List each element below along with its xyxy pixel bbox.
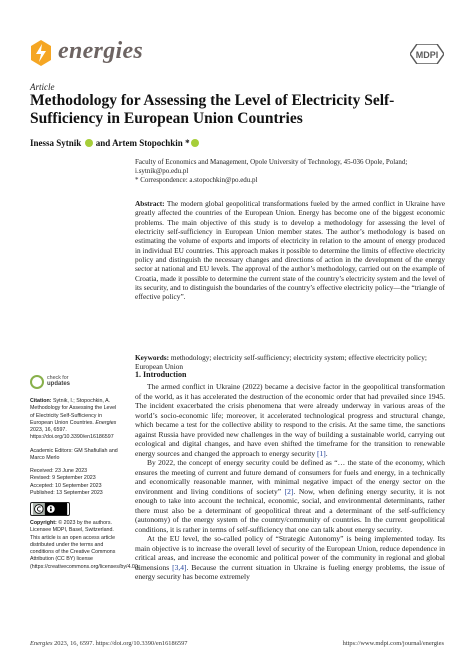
journal-name: energies: [58, 38, 144, 64]
check-line-bold: updates: [47, 381, 71, 388]
corresponding-mark: *: [185, 138, 190, 148]
journal-header: [30, 34, 444, 74]
citation-link[interactable]: [2]: [284, 486, 294, 496]
author-joiner: and: [95, 138, 111, 148]
date-accepted: Accepted: 10 September 2023: [30, 482, 102, 489]
author-email[interactable]: i.sytnik@po.edu.pl: [135, 167, 189, 175]
citation-label: Citation:: [30, 398, 52, 404]
abstract-text: The modern global geopolitical transformations fueled by the armed conflict in Ukraine have greatly affected the countries of the European Union. Energy has become one of the biggest economic problems. The main objective of this study is to develop a methodology for assessing the level of electricity self-sufficiency in European Union member states. The author’s methodology is based on estimating the volume of exports and imports of electricity in relation to the amount of energy produced in individual EU countries. This approach makes it possible to determine the limits of effective electricity policy and distinguish the necessary changes and directions of action in the development of the energy sector at national and EU levels. The approval of the author’s methodology, carried out on the example of Croatia, made it possible to determine the current state of the country’s electricity system and the level of its security, and to distinguish the boundaries of the country’s effective electricity policy—the “triangle of effective policy”.: [135, 199, 445, 302]
section-heading: 1. Introduction: [135, 370, 187, 379]
copyright-label: Copyright:: [30, 520, 57, 526]
paragraph: By 2022, the concept of energy security could be defined as “… the state of the economy, which ensures the meeting of current and future demand of consumers for fuels and energy, in a technically and economically reasonable manner, with minimal negative impact of the energy sector on the environment and living conditions of society” [2]. Now, when defining energy security, it is not enough to take into account the technical, economic, social, and environmental determinants, rather there must also be a determinant of geopolitical threat and a determinant of the self-sufficiency (autonomy) of the energy system of the country/community of countries. In the current geopolitical conditions, it is rather in terms of self-sufficiency that one can talk about energy security.: [135, 458, 446, 534]
introduction-body: [135, 382, 445, 582]
date-published: Published: 13 September 2023: [30, 489, 103, 496]
orcid-icon[interactable]: [85, 139, 93, 147]
date-received: Received: 23 June 2023: [30, 468, 88, 474]
author-list: [30, 138, 200, 148]
publisher-name: MDPI: [415, 50, 439, 60]
abstract: [135, 199, 445, 302]
keywords: [135, 353, 445, 372]
article-type: Article: [30, 82, 55, 92]
copyright-block: [30, 520, 140, 571]
paragraph: At the EU level, the so-called policy of “Strategic Autonomy” is being implemented today. Its main objective is to increase the overall level of security of the European Union, reduce dependence in critical areas, and increase the economic and political power of the community in regional and global dimensions [3,4]. Because the current situation in Ukraine is fueling energy problems, the issue of energy security has become extremely: [135, 534, 446, 581]
check-updates-icon: [30, 375, 44, 389]
affiliation-line: Faculty of Economics and Management, Opole University of Technology, 45-036 Opole, Poland;: [135, 158, 408, 166]
footer-journal: Energies: [30, 640, 53, 647]
footer-journal-url[interactable]: https://www.mdpi.com/journal/energies: [342, 640, 444, 647]
energies-logo-icon: [30, 40, 52, 66]
citation-link[interactable]: [1]: [316, 448, 326, 458]
mdpi-logo-icon: [410, 44, 444, 64]
citation-doi[interactable]: 2023, 16, 6597. https://doi.org/10.3390/en16186597: [30, 427, 114, 441]
citation-link[interactable]: [3,4]: [172, 562, 187, 572]
author-name[interactable]: Artem Stopochkin: [112, 138, 183, 148]
date-revised: Revised: 9 September 2023: [30, 475, 96, 482]
citation-journal: Energies: [95, 419, 117, 426]
keywords-label: Keywords:: [135, 353, 170, 362]
keywords-text: methodology; electricity self-sufficiency; electricity system; effective electricity policy; European Union: [135, 353, 427, 372]
paragraph: The armed conflict in Ukraine (2022) became a decisive factor in the geopolitical transformation of the world, as it has accelerated the destruction of the economic order that had prevailed since 1945. The incident exacerbated the crisis phenomena that were already underway in various areas of the world’s socio-economic life; moreover, it accelerated technological progress and structural change, which became a test for the collective ability to respond to the crisis. At the same time, the sanctions against Russia have provided new challenges in the way of building a sustainable world, carrying out ecological and digital changes, and have even shifted the timeframe for the transition to renewable energy sources and changed the approach to energy security [1].: [135, 382, 445, 458]
article-title: Methodology for Assessing the Level of Electricity Self-Sufficiency in European Union Countries: [30, 92, 395, 127]
cc-by-license-icon[interactable]: [30, 502, 70, 516]
copyright-text: © 2023 by the authors. Licensee MDPI, Basel, Switzerland. This article is an open access article distributed under the terms and conditions of the Creative Commons Attribution (CC BY) license (https://creativecommons.org/licenses/by/4.0/).: [30, 520, 140, 570]
orcid-icon[interactable]: [191, 139, 199, 147]
dates-block: [30, 468, 122, 497]
footer-doi[interactable]: 2023, 16, 6597. https://doi.org/10.3390/en16186597: [54, 640, 188, 647]
correspondence: * Correspondence: a.stopochkin@po.edu.pl: [135, 176, 258, 184]
citation-text: Sytnik, I.; Stopochkin, A. Methodology for Assessing the Level of Electricity Self-Sufficiency in European Union Countries.: [30, 398, 117, 426]
author-name[interactable]: Inessa Sytnik: [30, 138, 82, 148]
abstract-label: Abstract:: [135, 199, 165, 208]
check-line: check for: [47, 375, 69, 381]
citation-block: [30, 398, 122, 442]
check-for-updates-badge[interactable]: [30, 373, 90, 393]
affiliation: [135, 158, 445, 185]
academic-editors: Academic Editors: GM Shafiullah and Marco Merlo: [30, 448, 118, 462]
